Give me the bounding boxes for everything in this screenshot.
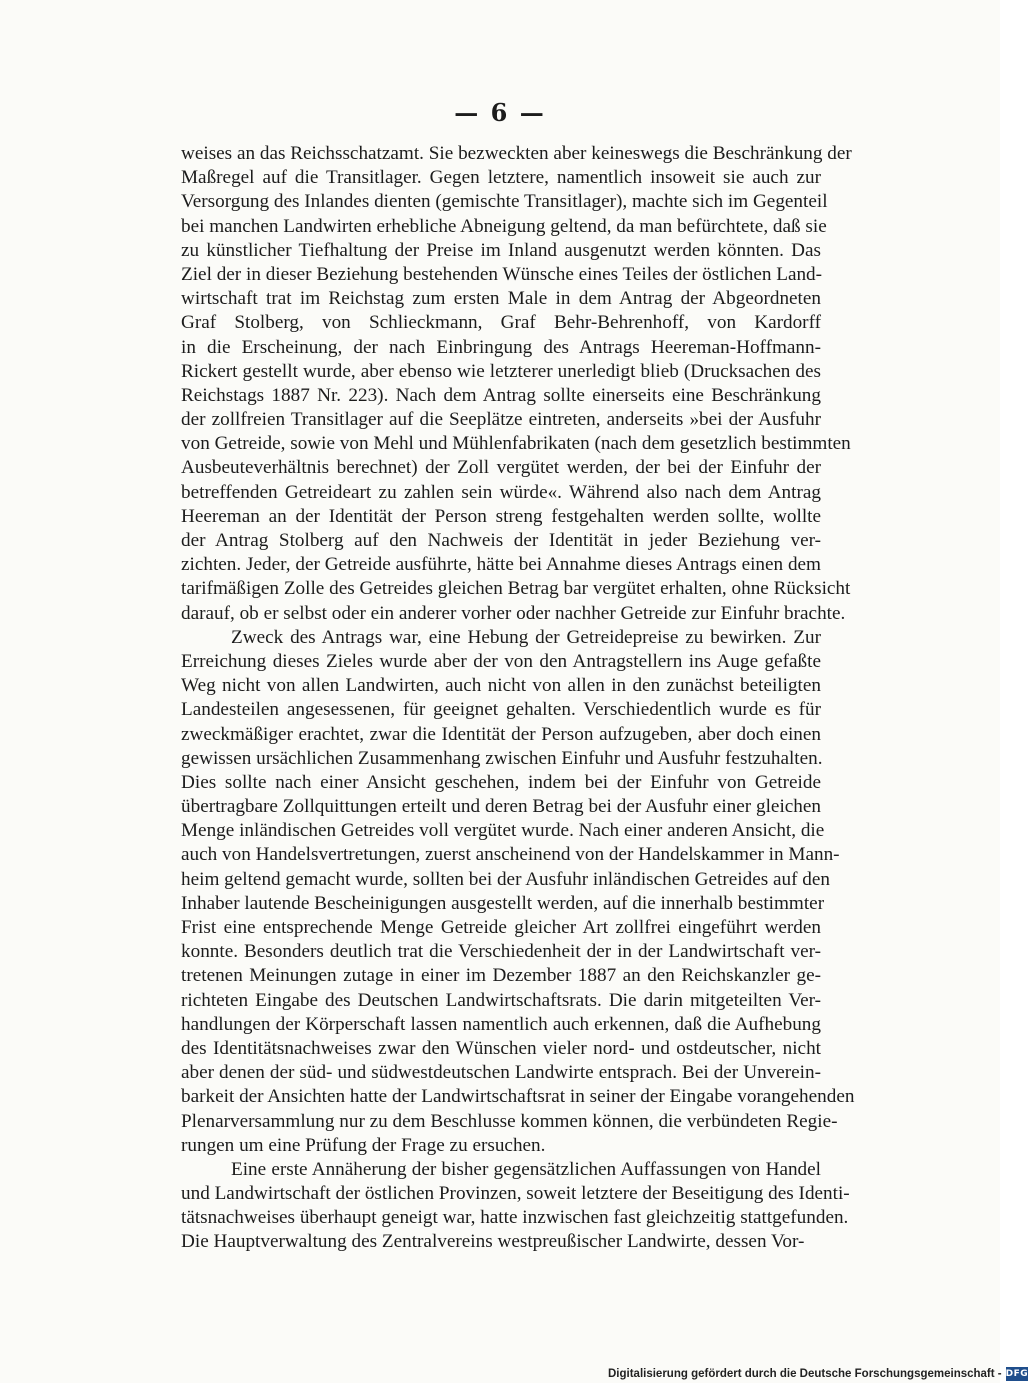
text-line: Inhaber lautende Bescheinigungen ausgestellt werden, auf die innerhalb bestimmter	[181, 892, 825, 914]
text-line: Versorgung des Inlandes dienten (gemischte Transitlager), machte sich im Gegenteil	[181, 191, 828, 213]
text-line: wirtschaft trat im Reichstag zum ersten Male in dem Antrag der Abgeordneten	[181, 288, 821, 310]
text-line: Ausbeuteverhältnis berechnet) der Zoll vergütet werden, der bei der Einfuhr der	[181, 457, 821, 479]
text-line: Weg nicht von allen Landwirten, auch nicht von allen in den zunächst beteiligten	[181, 675, 821, 697]
text-line: zichten. Jeder, der Getreide ausführte, hätte bei Annahme dieses Antrags einen dem	[181, 554, 821, 576]
text-line: tarifmäßigen Zolle des Getreides gleichen Betrag bar vergütet erhalten, ohne Rücksicht	[181, 578, 851, 600]
footer-text: Digitalisierung gefördert durch die Deutsche Forschungsgemeinschaft -	[608, 1368, 1002, 1380]
paragraph	[181, 142, 852, 626]
text-line: zweckmäßiger erachtet, zwar die Identität der Person aufzugeben, aber doch einen	[181, 723, 821, 745]
text-line: Ziel der in dieser Beziehung bestehenden Wünsche eines Teiles der östlichen Land-	[181, 263, 823, 285]
text-line: der zollfreien Transitlager auf die Seeplätze eintreten, anderseits »bei der Ausfuhr	[181, 409, 821, 431]
text-line: weises an das Reichsschatzamt. Sie bezweckten aber keineswegs die Beschränkung der	[181, 143, 852, 164]
text-line: bei manchen Landwirten erhebliche Abneigung geltend, da man befürchtete, daß sie	[181, 215, 827, 237]
text-line: Maßregel auf die Transitlager. Gegen letztere, namentlich insoweit sie auch zur	[181, 167, 821, 189]
text-line: heim geltend gemacht wurde, sollten bei der Ausfuhr inländischen Getreides auf den	[181, 868, 830, 890]
text-line: darauf, ob er selbst oder ein anderer vorher oder nachher Getreide zur Einfuhr brachte.	[181, 602, 846, 624]
text-line: aber denen der süd- und südwestdeutschen Landwirte entsprach. Bei der Unverein-	[181, 1062, 821, 1084]
paragraph	[181, 626, 855, 1158]
text-line: und Landwirtschaft der östlichen Provinzen, soweit letztere der Beseitigung des Identi-	[181, 1183, 850, 1205]
text-line: tretenen Meinungen zutage in einer im Dezember 1887 an den Reichskanzler ge-	[181, 965, 821, 987]
text-line: Die Hauptverwaltung des Zentralvereins westpreußischer Landwirte, dessen Vor-	[181, 1231, 805, 1253]
text-line: der Antrag Stolberg auf den Nachweis der Identität in jeder Beziehung ver-	[181, 530, 821, 551]
text-line: Landesteilen angesessenen, für geeignet gehalten. Verschiedentlich wurde es für	[181, 699, 821, 721]
text-line: Rickert gestellt wurde, aber ebenso wie letzterer unerledigt blieb (Drucksachen des	[181, 360, 821, 382]
text-line: Eine erste Annäherung der bisher gegensätzlichen Auffassungen von Handel	[231, 1158, 821, 1180]
text-line: in die Erscheinung, der nach Einbringung des Antrags Heereman-Hoffmann-	[181, 336, 821, 358]
dfg-logo-icon: DFG	[1005, 1369, 1028, 1379]
text-line: Erreichung dieses Zieles wurde aber der von den Antragstellern ins Auge gefaßte	[181, 650, 821, 672]
text-line: übertragbare Zollquittungen erteilt und deren Betrag bei der Ausfuhr einer gleichen	[181, 796, 821, 818]
footer-credit	[608, 1365, 1028, 1383]
text-line: tätsnachweises überhaupt geneigt war, hatte inzwischen fast gleichzeitig stattgefunden.	[181, 1207, 849, 1229]
paragraph	[181, 1158, 850, 1255]
text-line: betreffenden Getreideart zu zahlen sein würde«. Während also nach dem Antrag	[181, 481, 821, 503]
text-line: Plenarversammlung nur zu dem Beschlusse kommen können, die verbündeten Regie-	[181, 1110, 838, 1132]
text-line: gewissen ursächlichen Zusammenhang zwischen Einfuhr und Ausfuhr festzuhalten.	[181, 747, 823, 769]
text-line: konnte. Besonders deutlich trat die Verschiedenheit der in der Landwirtschaft ver-	[181, 941, 821, 963]
text-line: Menge inländischen Getreides voll vergütet wurde. Nach einer anderen Ansicht, die	[181, 820, 825, 842]
page-number: — 6 —	[454, 98, 546, 127]
text-line: Graf Stolberg, von Schlieckmann, Graf Behr-Behrenhoff, von Kardorff	[181, 312, 821, 334]
body-text	[181, 142, 855, 1255]
text-line: Reichstags 1887 Nr. 223). Nach dem Antrag sollte einerseits eine Beschränkung	[181, 384, 821, 406]
text-line: handlungen der Körperschaft lassen namentlich auch erkennen, daß die Aufhebung	[181, 1013, 821, 1035]
text-line: Zweck des Antrags war, eine Hebung der Getreidepreise zu bewirken. Zur	[231, 626, 821, 648]
text-line: zu künstlicher Tiefhaltung der Preise im Inland ausgenutzt werden könnten. Das	[181, 239, 821, 261]
text-line: Frist eine entsprechende Menge Getreide gleicher Art zollfrei eingeführt werden	[181, 917, 821, 938]
text-line: rungen um eine Prüfung der Frage zu ersuchen.	[181, 1134, 546, 1156]
text-line: von Getreide, sowie von Mehl und Mühlenfabrikaten (nach dem gesetzlich bestimmten	[181, 433, 851, 455]
text-line: Dies sollte nach einer Ansicht geschehen, indem bei der Einfuhr von Getreide	[181, 771, 821, 793]
text-line: Heereman an der Identität der Person streng festgehalten werden sollte, wollte	[181, 505, 821, 527]
text-line: auch von Handelsvertretungen, zuerst anscheinend von der Handelskammer in Mann-	[181, 844, 840, 866]
text-line: barkeit der Ansichten hatte der Landwirtschaftsrat in seiner der Eingabe vorangehenden	[181, 1086, 855, 1108]
text-line: des Identitätsnachweises zwar den Wünschen vieler nord- und ostdeutscher, nicht	[181, 1037, 821, 1059]
text-line: richteten Eingabe des Deutschen Landwirtschaftsrats. Die darin mitgeteilten Ver-	[181, 989, 821, 1011]
